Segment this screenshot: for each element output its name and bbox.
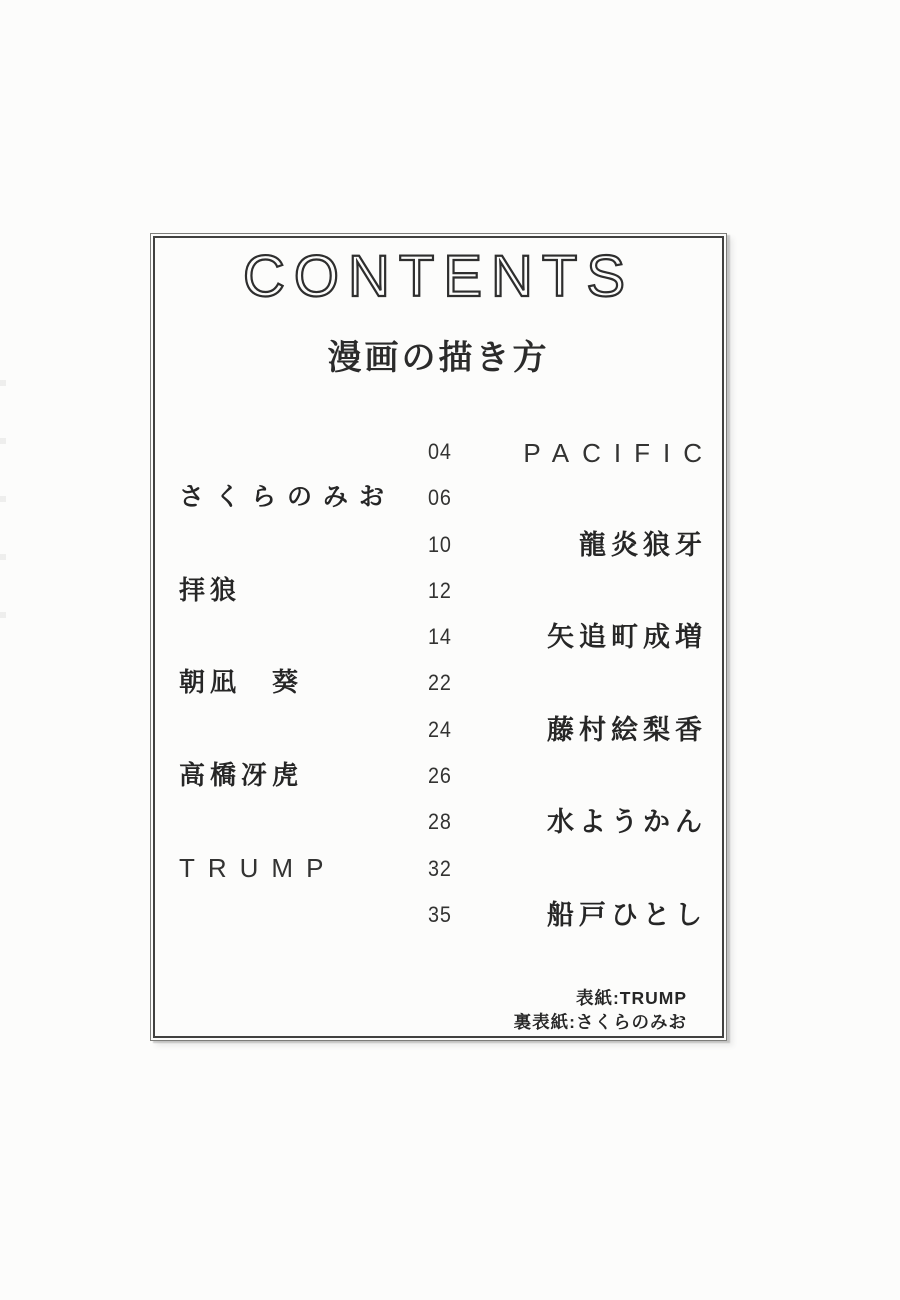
toc-row <box>151 808 726 854</box>
page-number: 12 <box>428 577 452 603</box>
toc-row <box>151 438 726 484</box>
page-number: 26 <box>428 763 452 789</box>
page-number: 06 <box>428 485 452 511</box>
page-number: 10 <box>428 531 452 557</box>
toc-row <box>151 623 726 669</box>
author-name-left: 高橋冴虎 <box>179 760 304 791</box>
toc-list <box>151 438 726 947</box>
page-number: 24 <box>428 716 452 742</box>
cover-credit: 表紙:TRUMP <box>575 988 687 1008</box>
author-name-right: PACIFIC <box>523 438 715 468</box>
toc-row <box>151 484 726 530</box>
author-name-right: 藤村絵梨香 <box>547 714 707 745</box>
page-title: CONTENTS <box>243 244 634 309</box>
toc-row <box>151 574 726 623</box>
toc-row <box>151 901 726 947</box>
author-name-right: 水ようかん <box>547 807 707 838</box>
author-name-left: 拝狼 <box>179 574 242 605</box>
author-name-right: 船戸ひとし <box>547 899 707 930</box>
page-subtitle: 漫画の描き方 <box>327 339 550 377</box>
credits <box>514 986 687 1034</box>
author-name-right: 龍炎狼牙 <box>579 529 707 560</box>
toc-row <box>151 669 726 715</box>
page-number: 28 <box>428 809 452 835</box>
back-cover-credit: 裏表紙:さくらのみお <box>513 1012 687 1032</box>
toc-row <box>151 762 726 808</box>
author-name-left: TRUMP <box>179 852 337 883</box>
page-number: 14 <box>428 624 452 650</box>
author-name-right: 矢追町成増 <box>547 622 707 653</box>
toc-row <box>151 531 726 577</box>
toc-row <box>151 852 726 901</box>
page-number: 35 <box>428 901 452 927</box>
author-name-left: さくらのみお <box>179 483 396 512</box>
page-number: 04 <box>428 439 452 464</box>
toc-row <box>151 716 726 762</box>
page-number: 32 <box>428 855 452 881</box>
page-edge-bleed-marks <box>0 380 6 640</box>
author-name-left: 朝凪 葵 <box>179 667 304 698</box>
page-number: 22 <box>428 670 452 696</box>
contents-box <box>150 233 727 1041</box>
